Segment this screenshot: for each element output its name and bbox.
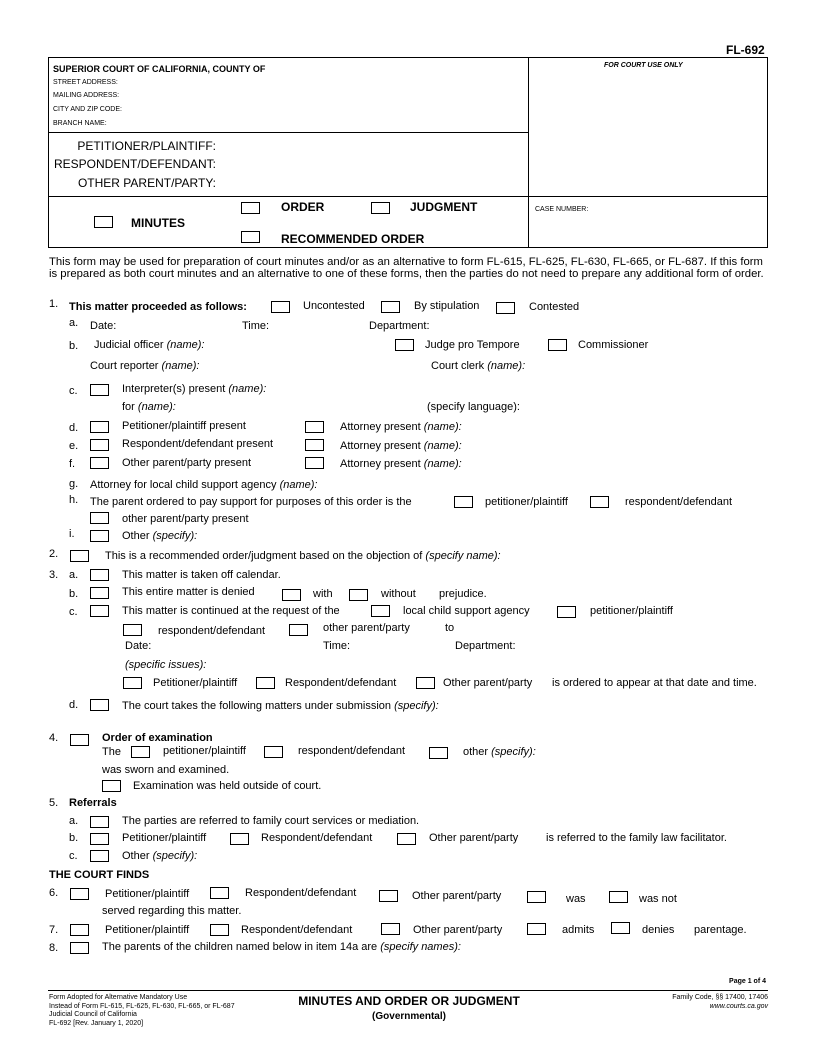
commissioner-checkbox[interactable] — [548, 339, 567, 351]
item-6-number: 6. — [49, 887, 59, 899]
continued-lcsa-checkbox[interactable] — [371, 605, 390, 617]
item-5-number: 5. — [49, 797, 59, 809]
other-present-checkbox[interactable] — [90, 457, 109, 469]
family-code-reference: Family Code, §§ 17400, 17406 — [672, 994, 768, 1001]
item-3b-letter: b. — [69, 588, 79, 600]
item-1h-letter: h. — [69, 494, 79, 506]
appear-other-checkbox[interactable] — [416, 677, 435, 689]
was-not-label: was not — [639, 893, 677, 905]
item-1a-department-label: Department: — [369, 320, 430, 332]
other-attorney-checkbox[interactable] — [305, 457, 324, 469]
adopted-block — [49, 994, 235, 1028]
item-1a-date-label: Date: — [90, 320, 117, 332]
name-hint: (name): — [137, 401, 176, 413]
outside-court-label: Examination was held outside of court. — [133, 780, 322, 792]
continued-petitioner-checkbox[interactable] — [557, 606, 576, 618]
item-3d-letter: d. — [69, 699, 79, 711]
denies-label: denies — [642, 924, 675, 936]
item-1b-letter: b. — [69, 340, 79, 352]
served-other-label: Other parent/party — [412, 890, 502, 902]
item-3c-letter: c. — [69, 606, 78, 618]
h-petitioner-checkbox[interactable] — [454, 496, 473, 508]
submission-checkbox[interactable] — [90, 699, 109, 711]
order-label: ORDER — [281, 200, 325, 214]
examination-checkbox[interactable] — [70, 734, 89, 746]
item-1-label: This matter proceeded as follows: — [69, 301, 247, 313]
continued-other-checkbox[interactable] — [289, 624, 308, 636]
attorney-lcsa-label — [90, 479, 317, 491]
appear-petitioner-label: Petitioner/plaintiff — [153, 677, 238, 689]
court-name-label: SUPERIOR COURT OF CALIFORNIA, COUNTY OF — [53, 64, 266, 74]
recommended-order-checkbox[interactable] — [241, 231, 260, 243]
served-label: served regarding this matter. — [102, 905, 242, 917]
item-2-number: 2. — [49, 548, 59, 560]
city-zip-label: CITY AND ZIP CODE: — [53, 106, 122, 113]
item-3-number: 3. — [49, 569, 59, 581]
petitioner-label: PETITIONER/PLAINTIFF: — [77, 139, 216, 153]
item-1g-letter: g. — [69, 478, 79, 490]
other-parent-label: OTHER PARENT/PARTY: — [77, 176, 216, 190]
resp-attorney-checkbox[interactable] — [305, 439, 324, 451]
item-1-number: 1. — [49, 298, 59, 310]
specify-hint: (specify): — [152, 850, 198, 862]
specify-language-label: (specify language): — [427, 401, 520, 413]
continued-respondent-label: respondent/defendant — [158, 625, 266, 637]
served-other-checkbox[interactable] — [379, 890, 398, 902]
parentage-petitioner-checkbox[interactable] — [70, 924, 89, 936]
item-8-number: 8. — [49, 942, 59, 954]
item-5c-letter: c. — [69, 850, 78, 862]
pet-attorney-checkbox[interactable] — [305, 421, 324, 433]
ordered-appear-label: is ordered to appear at that date and time. — [552, 677, 757, 689]
examination-the: The — [102, 746, 121, 758]
item-3a-letter: a. — [69, 569, 79, 581]
was-label: was — [566, 893, 586, 905]
respondent-present-checkbox[interactable] — [90, 439, 109, 451]
judgment-label: JUDGMENT — [410, 200, 478, 214]
facilitator-other-checkbox[interactable] — [397, 833, 416, 845]
specify-hint: (specify): — [491, 746, 536, 758]
other-present-label: Other parent/party present — [122, 457, 252, 469]
continued-department-label: Department: — [455, 640, 516, 652]
parentage-respondent-checkbox[interactable] — [210, 924, 229, 936]
item-5a-letter: a. — [69, 815, 79, 827]
attorney-present-text: Attorney present — [340, 421, 421, 433]
was-not-checkbox[interactable] — [609, 891, 628, 903]
court-reporter-label — [90, 360, 199, 372]
specify-names-hint: (specify names): — [380, 941, 461, 953]
item-8-text — [102, 941, 461, 953]
off-calendar-checkbox[interactable] — [90, 569, 109, 581]
item-2-text — [105, 550, 501, 562]
order-checkbox[interactable] — [241, 202, 260, 214]
item-5b-letter: b. — [69, 832, 79, 844]
parentage-other-checkbox[interactable] — [381, 923, 400, 935]
courts-website: www.courts.ca.gov — [709, 1003, 768, 1010]
referral-other-label — [122, 850, 197, 862]
facilitator-respondent-checkbox[interactable] — [230, 833, 249, 845]
served-petitioner-checkbox[interactable] — [70, 888, 89, 900]
exam-other-checkbox[interactable] — [429, 747, 448, 759]
for-label — [122, 401, 176, 413]
petitioner-present-checkbox[interactable] — [90, 421, 109, 433]
served-respondent-checkbox[interactable] — [210, 887, 229, 899]
i-other-label — [122, 530, 197, 542]
h-respondent-checkbox[interactable] — [590, 496, 609, 508]
outside-court-checkbox[interactable] — [102, 780, 121, 792]
for-text: for — [122, 401, 135, 413]
appear-respondent-checkbox[interactable] — [256, 677, 275, 689]
name-hint: (name): — [423, 440, 462, 452]
served-petitioner-label: Petitioner/plaintiff — [105, 888, 190, 900]
intro-paragraph: This form may be used for preparation of court minutes and/or as an alternative to form FL-615, FL-625, FL-630, FL-665, or FL-687. If this form is prepared as both court minutes and an alternative to one of these forms, then the parties do not need to prepare any additional form of order. — [49, 256, 764, 281]
submission-label — [122, 700, 439, 712]
off-calendar-label: This matter is taken off calendar. — [122, 569, 281, 581]
continued-lcsa-label: local child support agency — [403, 605, 530, 617]
facilitator-petitioner-label: Petitioner/plaintiff — [122, 832, 207, 844]
street-address-label: STREET ADDRESS: — [53, 79, 118, 86]
minutes-label: MINUTES — [131, 216, 185, 230]
exam-respondent-label: respondent/defendant — [298, 745, 406, 757]
facilitator-other-label: Other parent/party — [429, 832, 519, 844]
facilitator-respondent-label: Respondent/defendant — [261, 832, 373, 844]
adopted-line: Form Adopted for Alternative Mandatory Use — [49, 994, 188, 1001]
respondent-label: RESPONDENT/DEFENDANT: — [53, 157, 216, 171]
parentage-label: parentage. — [694, 924, 747, 936]
specific-issues-label: (specific issues): — [125, 659, 207, 671]
h-other-parent-label: other parent/party present — [122, 513, 249, 525]
fcs-label: The parties are referred to family court services or mediation. — [122, 815, 420, 827]
pet-attorney-label — [340, 421, 462, 433]
item-1f-letter: f. — [69, 458, 76, 470]
recommended-order-label: RECOMMENDED ORDER — [281, 232, 425, 246]
contested-label: Contested — [529, 301, 580, 313]
prejudice-label: prejudice. — [439, 588, 487, 600]
facilitator-label: is referred to the family law facilitator. — [546, 832, 727, 844]
judicial-officer-text: Judicial officer — [94, 339, 164, 351]
judge-pro-tem-label: Judge pro Tempore — [425, 339, 520, 351]
specify-hint: (specify): — [152, 530, 198, 542]
branch-name-label: BRANCH NAME: — [53, 120, 107, 127]
without-prejudice-checkbox[interactable] — [349, 589, 368, 601]
resp-attorney-label — [340, 440, 462, 452]
specify-hint: (specify): — [394, 700, 439, 712]
other-text: Other — [122, 850, 150, 862]
specify-name-hint: (specify name): — [425, 550, 501, 562]
stipulation-label: By stipulation — [414, 300, 480, 312]
court-clerk-text: Court clerk — [431, 360, 485, 372]
case-number-label: CASE NUMBER: — [535, 206, 589, 213]
court-use-label: FOR COURT USE ONLY — [604, 62, 683, 69]
item-1a-letter: a. — [69, 317, 79, 329]
parent-ordered-label: The parent ordered to pay support for purposes of this order is the — [90, 496, 412, 508]
uncontested-checkbox[interactable] — [271, 301, 290, 313]
uncontested-label: Uncontested — [303, 300, 365, 312]
appear-other-label: Other parent/party — [443, 677, 533, 689]
facilitator-petitioner-checkbox[interactable] — [90, 833, 109, 845]
fcs-checkbox[interactable] — [90, 816, 109, 828]
item-1i-letter: i. — [69, 528, 75, 540]
adopted-line: FL-692 [Rev. January 1, 2020] — [49, 1019, 144, 1027]
appear-petitioner-checkbox[interactable] — [123, 677, 142, 689]
other-text: other — [463, 746, 489, 758]
footer-subtitle: (Governmental) — [372, 1011, 446, 1022]
attorney-present-text: Attorney present — [340, 440, 421, 452]
exam-other-label — [463, 746, 536, 758]
stipulation-checkbox[interactable] — [381, 301, 400, 313]
admits-label: admits — [562, 924, 595, 936]
name-hint: (name): — [161, 360, 200, 372]
name-hint: (name): — [166, 339, 205, 351]
parentage-other-label: Other parent/party — [413, 924, 503, 936]
continued-petitioner-label: petitioner/plaintiff — [590, 605, 673, 617]
with-prejudice-checkbox[interactable] — [282, 589, 301, 601]
parents-names-checkbox[interactable] — [70, 942, 89, 954]
commissioner-label: Commissioner — [578, 339, 649, 351]
referrals-title: Referrals — [69, 797, 117, 809]
h-other-parent-checkbox[interactable] — [90, 512, 109, 524]
interpreter-label — [122, 383, 266, 395]
judgment-checkbox[interactable] — [371, 202, 390, 214]
item-8-body: The parents of the children named below in item 14a are — [102, 941, 378, 953]
continued-time-label: Time: — [323, 640, 351, 652]
submission-text: The court takes the following matters under submission — [122, 700, 392, 712]
denies-checkbox[interactable] — [611, 922, 630, 934]
attorney-present-text: Attorney present — [340, 458, 421, 470]
continued-label: This matter is continued at the request of the — [122, 605, 340, 617]
examination-title: Order of examination — [102, 732, 213, 744]
interpreter-checkbox[interactable] — [90, 384, 109, 396]
with-label: with — [313, 588, 333, 600]
without-label: without — [381, 588, 416, 600]
denied-label: This entire matter is denied — [122, 586, 255, 598]
continued-respondent-checkbox[interactable] — [123, 624, 142, 636]
parentage-petitioner-label: Petitioner/plaintiff — [105, 924, 190, 936]
i-other-checkbox[interactable] — [90, 530, 109, 542]
court-clerk-label — [431, 360, 525, 372]
contested-checkbox[interactable] — [496, 302, 515, 314]
item-7-number: 7. — [49, 924, 59, 936]
footer-title: MINUTES AND ORDER OR JUDGMENT — [298, 994, 520, 1008]
recommended-objection-checkbox[interactable] — [70, 550, 89, 562]
referral-other-checkbox[interactable] — [90, 850, 109, 862]
page-number: Page 1 of 4 — [729, 978, 766, 985]
court-finds-heading: THE COURT FINDS — [49, 869, 150, 881]
name-hint: (name): — [423, 458, 462, 470]
appear-respondent-label: Respondent/defendant — [285, 677, 397, 689]
continued-checkbox[interactable] — [90, 605, 109, 617]
item-4-number: 4. — [49, 732, 59, 744]
adopted-line: Judicial Council of California — [49, 1011, 137, 1018]
h-petitioner-label: petitioner/plaintiff — [485, 496, 568, 508]
respondent-present-label: Respondent/defendant present — [122, 438, 274, 450]
denied-checkbox[interactable] — [90, 587, 109, 599]
to-label: to — [445, 622, 455, 634]
name-hint: (name): — [423, 421, 462, 433]
name-hint: (name): — [487, 360, 526, 372]
item-1c-letter: c. — [69, 385, 78, 397]
judicial-officer-label — [94, 339, 204, 351]
admits-checkbox[interactable] — [527, 923, 546, 935]
adopted-line: Instead of Form FL-615, FL-625, FL-630, FL-665, or FL-687 — [49, 1002, 235, 1010]
judge-pro-tem-checkbox[interactable] — [395, 339, 414, 351]
item-1e-letter: e. — [69, 440, 79, 452]
item-1d-letter: d. — [69, 422, 79, 434]
item-1a-time-label: Time: — [242, 320, 270, 332]
attorney-lcsa-text: Attorney for local child support agency — [90, 479, 277, 491]
was-checkbox[interactable] — [527, 891, 546, 903]
minutes-checkbox[interactable] — [94, 216, 113, 228]
mailing-address-label: MAILING ADDRESS: — [53, 92, 120, 99]
name-hint: (name): — [228, 383, 267, 395]
name-hint: (name): — [279, 479, 318, 491]
other-attorney-label — [340, 458, 462, 470]
continued-other-label: other parent/party — [323, 622, 410, 634]
sworn-label: was sworn and examined. — [102, 764, 230, 776]
continued-date-label: Date: — [125, 640, 152, 652]
exam-petitioner-checkbox[interactable] — [131, 746, 150, 758]
interpreter-text: Interpreter(s) present — [122, 383, 226, 395]
form-number: FL-692 — [726, 43, 765, 57]
h-respondent-label: respondent/defendant — [625, 496, 733, 508]
petitioner-present-label: Petitioner/plaintiff present — [122, 420, 246, 432]
exam-petitioner-label: petitioner/plaintiff — [163, 745, 246, 757]
parentage-respondent-label: Respondent/defendant — [241, 924, 353, 936]
exam-respondent-checkbox[interactable] — [264, 746, 283, 758]
other-text: Other — [122, 530, 150, 542]
court-reporter-text: Court reporter — [90, 360, 159, 372]
served-respondent-label: Respondent/defendant — [245, 887, 357, 899]
item-2-body: This is a recommended order/judgment based on the objection of — [105, 550, 423, 562]
